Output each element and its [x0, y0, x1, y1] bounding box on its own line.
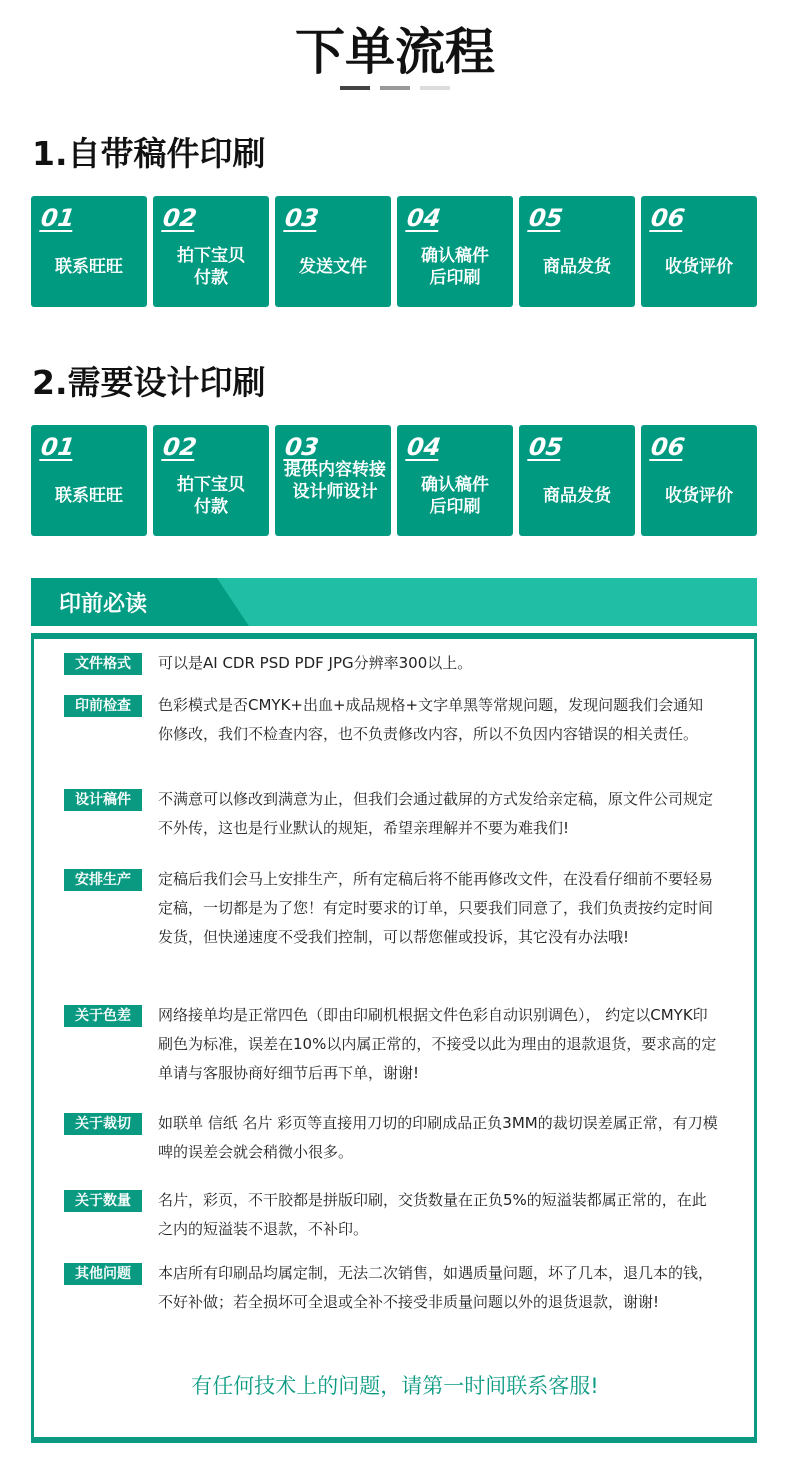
contact-footer: 有任何技术上的问题，请第一时间联系客服! [191, 1374, 599, 1398]
notice-text: 可以是AI CDR PSD PDF JPG分辨率300以上。 [158, 654, 473, 672]
step-number: 04 [405, 204, 443, 232]
section1-steps [31, 196, 757, 307]
notice-item [64, 649, 718, 678]
notice-header [31, 578, 757, 626]
step-label: 商品发货 [543, 256, 611, 277]
notice-text: 不满意可以修改到满意为止，但我们会通过截屏的方式发给亲定稿，原文件公司规定不外传，这也是行业默认的规矩，希望亲理解并不要为难我们! [158, 790, 714, 837]
notice-item [64, 691, 718, 749]
step-number: 06 [649, 433, 687, 461]
step-number: 05 [527, 433, 565, 461]
step-label: 商品发货 [543, 485, 611, 506]
section1-heading: 1.自带稿件印刷 [32, 134, 266, 173]
step-number: 01 [39, 433, 77, 461]
notice-heading: 印前必读 [59, 592, 148, 617]
step-card [275, 196, 391, 307]
step-label: 确认稿件后印刷 [421, 245, 489, 288]
step-card [397, 425, 513, 536]
step-label: 确认稿件后印刷 [421, 474, 489, 517]
step-number: 03 [283, 433, 321, 461]
title-divider [340, 86, 450, 90]
notice-tag: 关于数量 [64, 1190, 142, 1212]
notice-item [64, 1109, 718, 1167]
notice-item [64, 1001, 718, 1088]
notice-text: 本店所有印刷品均属定制，无法二次销售，如遇质量问题，坏了几本，退几本的钱，不好补做；若全损坏可全退或全补不接受非质量问题以外的退货退款，谢谢! [158, 1264, 714, 1311]
notice-item [64, 785, 718, 843]
notice-box [31, 633, 757, 1443]
step-label: 拍下宝贝付款 [177, 474, 245, 517]
step-number: 04 [405, 433, 443, 461]
notice-item [64, 1259, 718, 1317]
step-card [153, 425, 269, 536]
step-number: 01 [39, 204, 77, 232]
notice-tag: 其他问题 [64, 1263, 142, 1285]
notice-text: 名片，彩页，不干胶都是拼版印刷，交货数量在正负5%的短溢装都属正常的，在此之内的短溢装不退款，不补印。 [158, 1191, 707, 1238]
notice-tag: 安排生产 [64, 869, 142, 891]
step-number: 02 [161, 433, 199, 461]
notice-tag: 设计稿件 [64, 789, 142, 811]
notice-tag: 关于裁切 [64, 1113, 142, 1135]
page-title: 下单流程 [295, 23, 495, 81]
notice-item [64, 865, 718, 952]
section2-steps [31, 425, 757, 536]
notice-text: 定稿后我们会马上安排生产，所有定稿后将不能再修改文件，在没看仔细前不要轻易定稿，一切都是为了您！有定时要求的订单，只要我们同意了，我们负责按约定时间发货，但快递速度不受我们控制，可以帮您催或投诉，其它没有办法哦! [158, 870, 714, 946]
step-card [31, 425, 147, 536]
step-label: 拍下宝贝付款 [177, 245, 245, 288]
step-label: 提供内容转接设计师设计 [284, 459, 386, 502]
step-number: 05 [527, 204, 565, 232]
notice-tag: 关于色差 [64, 1005, 142, 1027]
step-card [275, 425, 391, 536]
step-number: 02 [161, 204, 199, 232]
step-card [397, 196, 513, 307]
step-label: 收货评价 [665, 256, 733, 277]
step-number: 06 [649, 204, 687, 232]
step-label: 联系旺旺 [55, 485, 123, 506]
step-card [519, 425, 635, 536]
step-label: 发送文件 [299, 256, 367, 277]
notice-text: 色彩模式是否CMYK+出血+成品规格+文字单黑等常规问题，发现问题我们会通知你修改，我们不检查内容，也不负责修改内容，所以不负因内容错误的相关责任。 [158, 696, 704, 743]
notice-text: 如联单 信纸 名片 彩页等直接用刀切的印刷成品正负3MM的裁切误差属正常，有刀模啤的误差会就会稍微小很多。 [158, 1114, 718, 1161]
step-label: 联系旺旺 [55, 256, 123, 277]
step-card [153, 196, 269, 307]
step-number: 03 [283, 204, 321, 232]
step-card [641, 425, 757, 536]
step-label: 收货评价 [665, 485, 733, 506]
step-card [519, 196, 635, 307]
section2-heading: 2.需要设计印刷 [32, 363, 266, 402]
step-card [31, 196, 147, 307]
notice-tag: 印前检查 [64, 695, 142, 717]
notice-item [64, 1186, 718, 1244]
step-card [641, 196, 757, 307]
notice-tag: 文件格式 [64, 653, 142, 675]
notice-text: 网络接单均是正常四色（即由印刷机根据文件色彩自动识别调色）， 约定以CMYK印刷色为标准，误差在10%以内属正常的，不接受以此为理由的退款退货，要求高的定单请与客服协商好细节后再下单，谢谢! [158, 1006, 717, 1082]
